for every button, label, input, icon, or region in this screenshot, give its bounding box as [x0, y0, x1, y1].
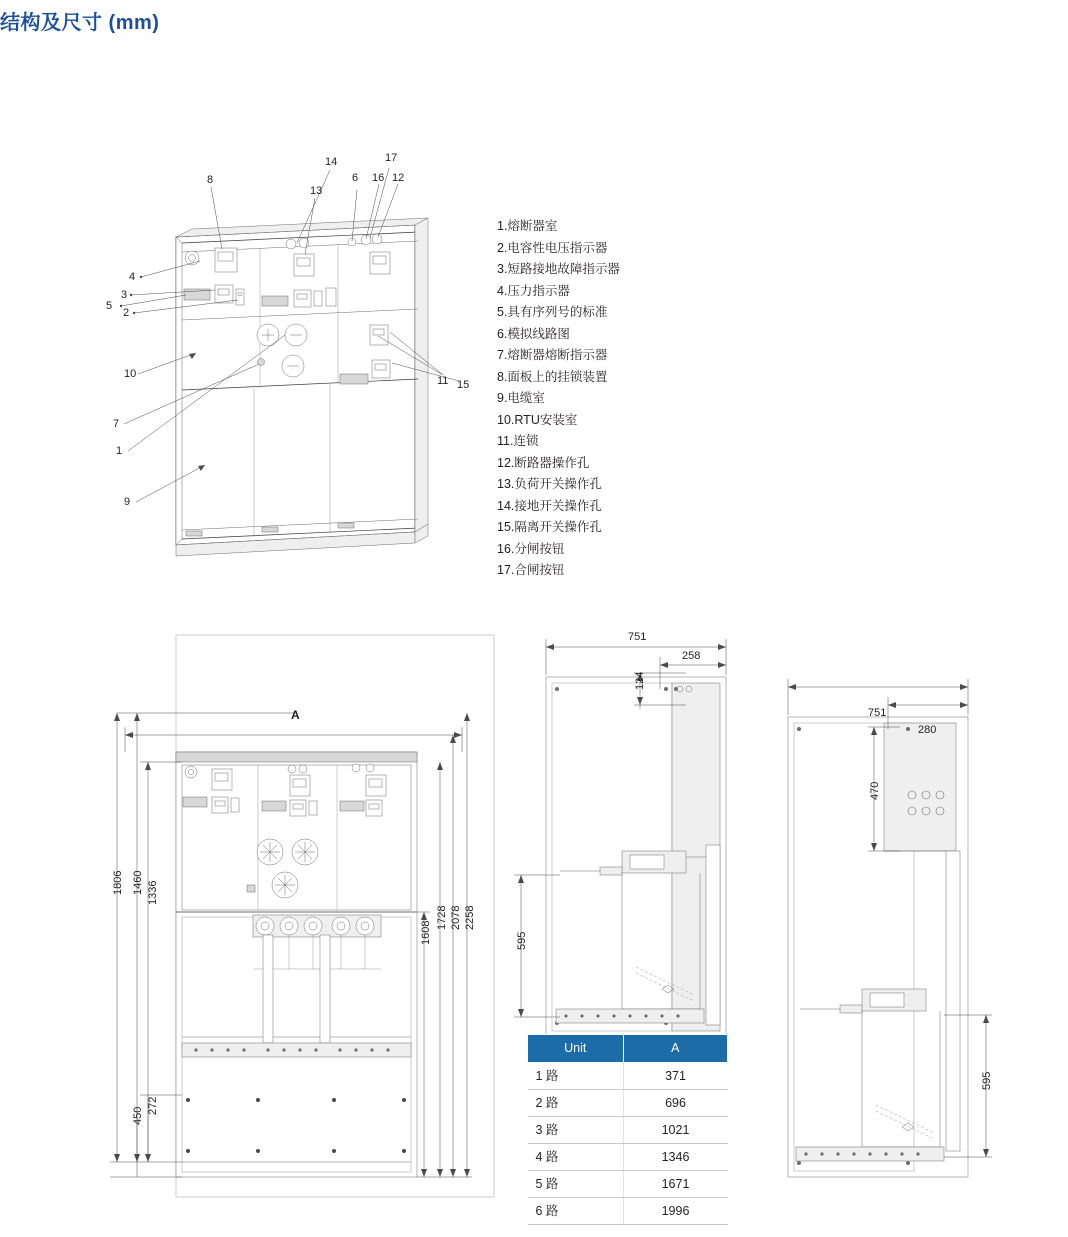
legend-item: 13.负荷开关操作孔 [497, 477, 602, 491]
table-row [528, 1198, 728, 1225]
legend-item: 17.合闸按钮 [497, 563, 565, 577]
side1-dim-258: 258 [682, 650, 701, 662]
callout-6: 6 [352, 172, 359, 184]
table-cell-a: 696 [623, 1090, 728, 1117]
callout-2: 2 [123, 307, 130, 319]
legend-item: 8.面板上的挂锁装置 [497, 369, 608, 384]
side2-dim-595: 595 [981, 1071, 993, 1090]
callout-14: 14 [325, 156, 338, 168]
legend-item: 6.模拟线路图 [497, 326, 570, 341]
callout-17: 17 [385, 152, 398, 164]
dim-450: 450 [132, 1106, 144, 1125]
callout-4: 4 [129, 271, 136, 283]
table-cell-a: 1346 [623, 1144, 728, 1171]
legend-item: 3.短路接地故障指示器 [497, 262, 620, 276]
legend-item: 1.熔断器室 [497, 219, 558, 233]
side1-dim-595: 595 [516, 931, 528, 950]
legend-item: 5.具有序列号的标准 [497, 305, 608, 319]
side1-dim-124: 124 [634, 671, 646, 690]
table-cell-a: 1021 [623, 1117, 728, 1144]
legend-item: 7.熔断器熔断指示器 [497, 348, 608, 362]
legend-item: 15.隔离开关操作孔 [497, 520, 602, 534]
dim-2258: 2258 [464, 905, 476, 930]
table-header-row [528, 1035, 728, 1063]
dim-1806: 1806 [112, 870, 124, 895]
side1-dim-751: 751 [628, 631, 647, 643]
callout-16: 16 [372, 172, 385, 184]
callout-15: 15 [457, 379, 470, 391]
dim-1460: 1460 [132, 870, 144, 895]
callout-9: 9 [124, 496, 131, 508]
legend-item: 11.连锁 [497, 434, 539, 448]
bay-2-controls [262, 238, 336, 307]
table-cell-a: 1671 [623, 1171, 728, 1198]
callout-8: 8 [207, 174, 214, 186]
legend-item: 14.接地开关操作孔 [497, 498, 602, 513]
dim-2078: 2078 [450, 905, 462, 930]
callout-13: 13 [310, 185, 323, 197]
dim-A: A [291, 708, 300, 722]
table-cell-unit: 3 路 [528, 1117, 624, 1144]
table-row [528, 1171, 728, 1198]
table-row [528, 1063, 728, 1090]
table-row [528, 1144, 728, 1171]
dim-1728: 1728 [436, 905, 448, 930]
dim-1608: 1608 [420, 920, 432, 945]
side2-dim-280: 280 [918, 724, 937, 736]
bay-1-controls [184, 248, 307, 377]
callout-11: 11 [437, 375, 449, 387]
legend-item: 10.RTU安装室 [497, 412, 578, 427]
table-cell-unit: 5 路 [528, 1171, 624, 1198]
cable-compartment-doors [182, 384, 418, 537]
callout-12: 12 [392, 172, 405, 184]
legend-item: 16.分闸按钮 [497, 541, 565, 556]
callout-3: 3 [121, 289, 128, 301]
table-cell-a: 1996 [623, 1198, 728, 1225]
table-row [528, 1090, 728, 1117]
callout-5: 5 [106, 300, 113, 312]
legend-list [497, 216, 620, 582]
table-cell-unit: 1 路 [528, 1063, 624, 1090]
table-cell-a: 371 [623, 1063, 728, 1090]
callout-10: 10 [124, 368, 137, 380]
legend-item: 2.电容性电压指示器 [497, 240, 608, 255]
side2-dim-751: 751 [868, 707, 887, 719]
table-header-a: A [623, 1035, 728, 1063]
dim-272: 272 [147, 1096, 159, 1115]
bay-3-controls [340, 234, 390, 384]
table-row [528, 1117, 728, 1144]
legend-item: 9.电缆室 [497, 391, 545, 405]
table-header-unit: Unit [528, 1035, 624, 1063]
callout-7: 7 [113, 418, 120, 430]
legend-item: 4.压力指示器 [497, 283, 570, 298]
table-cell-unit: 6 路 [528, 1198, 624, 1225]
table-cell-unit: 4 路 [528, 1144, 624, 1171]
unit-dimension-table [527, 1034, 728, 1225]
side2-dim-470: 470 [869, 781, 881, 800]
table-cell-unit: 2 路 [528, 1090, 624, 1117]
callout-1: 1 [116, 445, 123, 457]
legend-item: 12.断路器操作孔 [497, 455, 590, 470]
page-title: 结构及尺寸 (mm) [0, 12, 160, 34]
dim-1336: 1336 [147, 880, 159, 905]
